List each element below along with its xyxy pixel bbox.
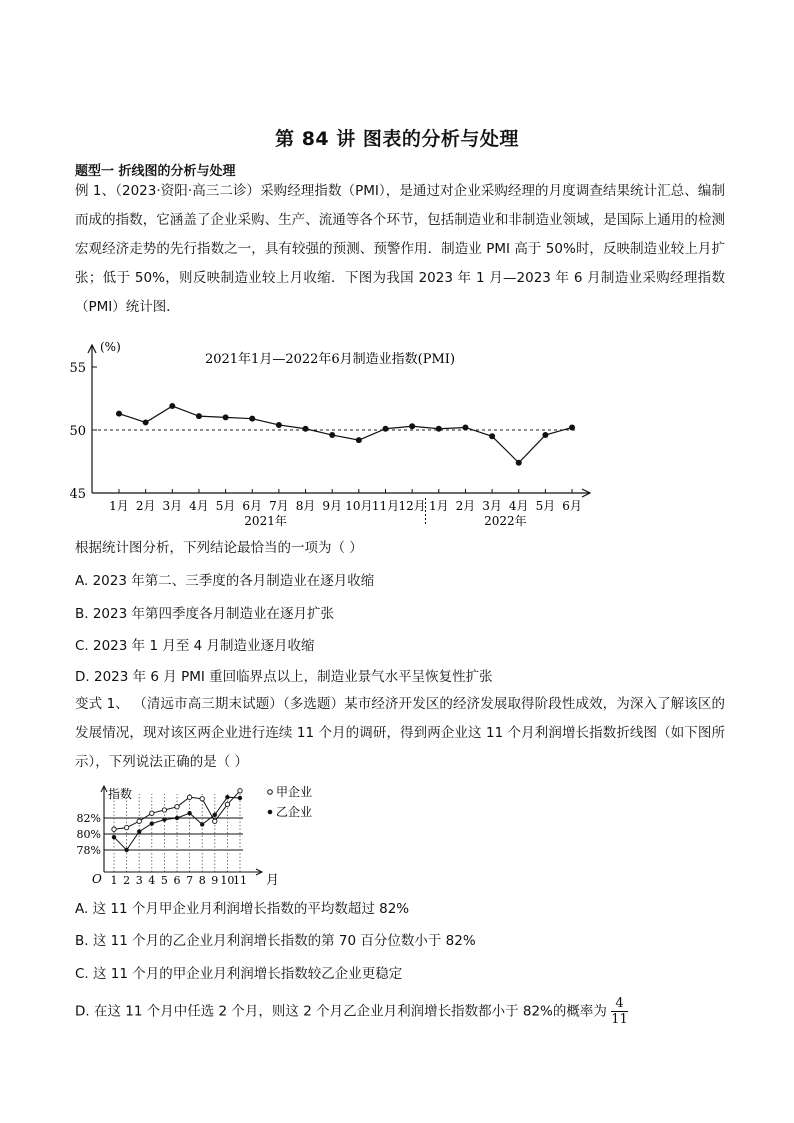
jia-data-point (137, 819, 141, 823)
yi-data-point (124, 848, 128, 852)
pmi-data-point (329, 432, 335, 438)
yi-data-point (225, 795, 229, 799)
pmi-data-point (489, 433, 495, 439)
probability-fraction (611, 996, 628, 1027)
y-axis-label: (%) (100, 340, 121, 354)
y-tick-label: 82% (76, 812, 101, 825)
pmi-data-point (383, 426, 389, 432)
legend-label-jia: 甲企业 (276, 785, 313, 799)
x-tick-label: 7月 (269, 499, 289, 513)
x-tick-label: 4月 (508, 499, 529, 513)
x-tick-label: 11月 (371, 499, 400, 513)
jia-data-point (238, 789, 242, 793)
y-tick-label: 50 (69, 424, 86, 439)
variant-1-text: 变式 1、 （清远市高三期末试题）（多选题）某市经济开发区的经济发展取得阶段性成效，为深入了解该区的发展情况，现对该区两企业进行连续 11 个月的调研，得到两企业这 11 个月利润增长指数折线图（如下图所示），下列说法正确的是（ ） (75, 696, 725, 770)
pmi-data-point (169, 403, 175, 409)
fraction-numerator: 4 (611, 996, 628, 1012)
variant-1-option-c: C. 这 11 个月的甲企业月利润增长指数较乙企业更稳定 (75, 966, 403, 982)
pmi-series-line (119, 406, 572, 463)
yi-data-point (112, 835, 116, 839)
jia-data-point (213, 819, 217, 823)
x-tick-label: 1月 (428, 499, 449, 513)
x-tick-label: 10月 (345, 499, 373, 513)
pmi-data-point (143, 419, 149, 425)
pmi-data-point (116, 411, 122, 417)
page-title: 第 84 讲 图表的分析与处理 (275, 128, 519, 150)
jia-data-point (124, 825, 128, 829)
example-1-option-c: C. 2023 年 1 月至 4 月制造业逐月收缩 (75, 638, 315, 654)
x-tick-label: 3月 (162, 499, 183, 513)
x-tick-label: 7 (186, 874, 194, 887)
x-tick-label: 5 (160, 874, 168, 887)
x-tick-label: 8 (198, 874, 206, 887)
pmi-data-point (223, 414, 229, 420)
variant-1-option-b: B. 这 11 个月的乙企业月利润增长指数的第 70 百分位数小于 82% (75, 933, 476, 949)
pmi-data-point (249, 416, 255, 422)
x-tick-label: 3 (135, 874, 143, 887)
pmi-data-point (276, 422, 282, 428)
x-tick-label: 2 (123, 874, 131, 887)
y-axis-label: 指数 (108, 787, 133, 801)
yi-data-point (187, 811, 191, 815)
pmi-data-point (436, 426, 442, 432)
x-tick-label: 2月 (135, 499, 156, 513)
example-1-question: 根据统计图分析，下列结论最恰当的一项为（ ） (75, 540, 363, 556)
jia-data-point (162, 808, 166, 812)
x-tick-label: 6月 (242, 499, 263, 513)
variant-1-option-d-text: D. 在这 11 个月中任选 2 个月，则这 2 个月乙企业月利润增长指数都小于 82%的概率为 (75, 1003, 607, 1020)
variant-1-option-a: A. 这 11 个月甲企业月利润增长指数的平均数超过 82% (75, 901, 410, 917)
x-tick-label: 5月 (215, 499, 236, 513)
jia-data-point (187, 795, 191, 799)
yi-data-point (238, 796, 242, 800)
yi-data-point (200, 822, 204, 826)
x-tick-label: 9月 (322, 499, 343, 513)
section-heading: 题型一 折线图的分析与处理 (75, 164, 236, 179)
pmi-data-point (356, 437, 362, 443)
y-tick-label: 55 (69, 361, 86, 376)
pmi-data-point (196, 413, 202, 419)
legend-label-yi: 乙企业 (276, 805, 313, 819)
pmi-data-point (409, 423, 415, 429)
example-1-text: 例 1、（2023·资阳·高三二诊）采购经理指数（PMI），是通过对企业采购经理的月度调查结果统计汇总、编制而成的指数，它涵盖了企业采购、生产、流通等各个环节，包括制造业和非制造业领域，是国际上通用的检测宏观经济走势的先行指数之一，具有较强的预测、预警作用．制造业 PMI 高于 50%时，反映制造业较上月扩张；低于 50%，则反映制造业较上月收缩．下图为我国 2023 年 1 月—2023 年 6 月制造业采购经理指数（PMI）统计图． (75, 183, 725, 315)
x-tick-label: 9 (211, 874, 219, 887)
chart-title: 2021年1月—2022年6月制造业指数(PMI) (204, 352, 456, 367)
yi-data-point (162, 817, 166, 821)
fraction-denominator: 11 (611, 1012, 628, 1027)
jia-data-point (225, 802, 229, 806)
yi-data-point (137, 829, 141, 833)
x-axis-label: 月 (266, 873, 280, 888)
yi-data-point (175, 816, 179, 820)
jia-data-point (112, 827, 116, 831)
x-tick-label: 6 (173, 874, 181, 887)
x-tick-label: 8月 (295, 499, 316, 513)
example-1-option-a: A. 2023 年第二、三季度的各月制造业在逐月收缩 (75, 573, 375, 589)
example-1-option-d: D. 2023 年 6 月 PMI 重回临界点以上，制造业景气水平呈恢复性扩张 (75, 669, 493, 685)
group-label-2021: 2021年 (244, 514, 287, 528)
x-tick-label: 4月 (189, 499, 209, 513)
variant-1-option-d (75, 996, 628, 1027)
profit-index-chart (76, 780, 340, 890)
x-tick-label: 1 (110, 874, 118, 887)
pmi-data-point (542, 432, 548, 438)
group-label-2022: 2022年 (484, 514, 527, 528)
jia-data-point (150, 811, 154, 815)
x-tick-label: 5月 (535, 499, 556, 513)
pmi-data-point (303, 426, 309, 432)
x-tick-label: 4 (148, 874, 156, 887)
x-tick-label: 6月 (562, 499, 582, 513)
pmi-data-point (462, 424, 468, 430)
example-1-option-b: B. 2023 年第四季度各月制造业在逐月扩张 (75, 606, 334, 622)
origin-label: O (92, 872, 102, 886)
y-tick-label: 78% (76, 844, 101, 857)
legend-marker-jia (268, 790, 273, 795)
pmi-data-point (569, 424, 575, 430)
jia-series-line (114, 791, 240, 829)
pmi-line-chart (60, 335, 600, 530)
x-tick-label: 1月 (109, 499, 129, 513)
x-tick-label: 2月 (455, 499, 476, 513)
x-tick-label: 11 (233, 874, 247, 887)
y-tick-label: 45 (69, 487, 86, 502)
jia-data-point (175, 805, 179, 809)
x-tick-label: 12月 (398, 499, 426, 513)
yi-data-point (150, 821, 154, 825)
x-tick-label: 10 (220, 874, 235, 887)
yi-data-point (213, 813, 217, 817)
x-tick-label: 3月 (482, 499, 502, 513)
pmi-data-point (516, 460, 522, 466)
jia-data-point (200, 797, 204, 801)
legend-marker-yi (268, 810, 273, 815)
y-tick-label: 80% (76, 828, 101, 841)
